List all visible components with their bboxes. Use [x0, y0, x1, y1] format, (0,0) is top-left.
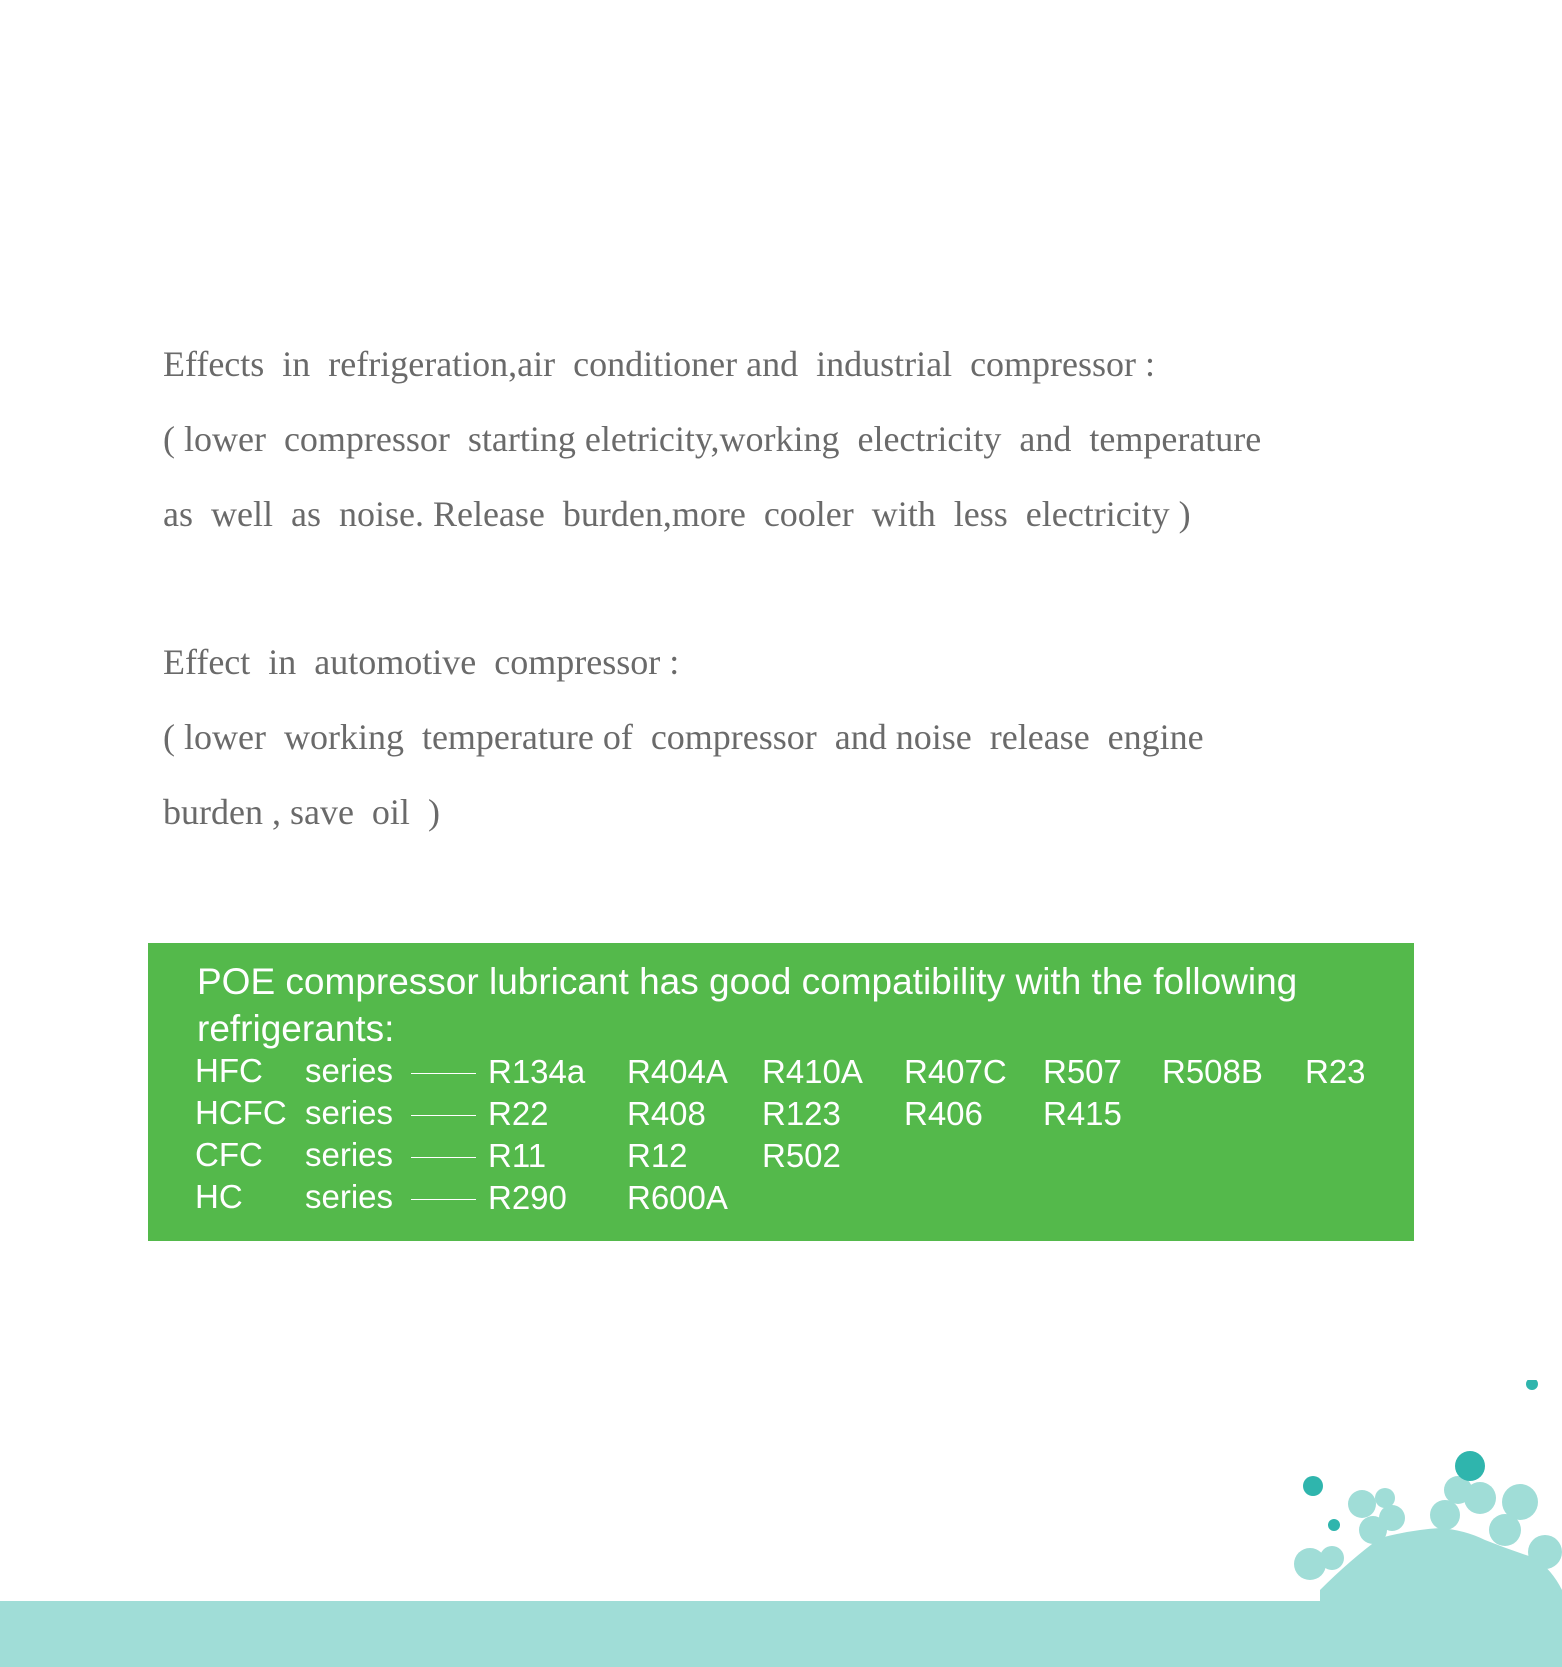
refrigerant-code: R11	[488, 1137, 547, 1174]
refrigerant-code: R290	[488, 1179, 567, 1216]
panel-title-line-2: refrigerants:	[197, 1008, 395, 1049]
refrigerant-code: R507	[1043, 1053, 1122, 1090]
bottom-teal-band	[0, 1601, 1562, 1667]
refrigerant-code: R134a	[488, 1053, 586, 1090]
series-type: CFC	[195, 1136, 263, 1173]
series-label: series	[305, 1052, 394, 1089]
series-label: series	[305, 1094, 394, 1131]
series-type: HC	[195, 1178, 243, 1215]
refrigerant-code: R22	[488, 1095, 549, 1132]
intro-text-line-1: ( lower compressor starting eletricity,working electricity and temperature	[163, 419, 1262, 459]
refrigerant-compatibility-panel	[148, 943, 1414, 1241]
refrigerant-code: R508B	[1162, 1053, 1263, 1090]
refrigerant-code: R406	[904, 1095, 983, 1132]
series-type: HCFC	[195, 1094, 287, 1131]
refrigerant-code: R410A	[762, 1053, 863, 1090]
automotive-text-line-2: burden , save oil )	[163, 792, 440, 832]
panel-title-line-1: POE compressor lubricant has good compatibility with the following	[197, 961, 1298, 1002]
connector-line	[411, 1073, 476, 1074]
refrigerant-code: R415	[1043, 1095, 1122, 1132]
refrigerant-code: R502	[762, 1137, 841, 1174]
refrigerant-code: R23	[1305, 1053, 1366, 1090]
refrigerant-code: R404A	[627, 1053, 728, 1090]
water-splash-decoration	[1290, 1380, 1562, 1605]
connector-line	[411, 1115, 476, 1116]
refrigerant-code: R407C	[904, 1053, 1007, 1090]
intro-text-line-2: as well as noise. Release burden,more cooler with less electricity )	[163, 494, 1191, 534]
series-type: HFC	[195, 1052, 263, 1089]
connector-line	[411, 1199, 476, 1200]
automotive-text-line-1: ( lower working temperature of compressor and noise release engine	[163, 717, 1204, 757]
refrigerant-code: R12	[627, 1137, 688, 1174]
connector-line	[411, 1157, 476, 1158]
refrigerant-code: R408	[627, 1095, 706, 1132]
refrigerant-code: R600A	[627, 1179, 728, 1216]
series-label: series	[305, 1136, 394, 1173]
refrigerant-code: R123	[762, 1095, 841, 1132]
intro-heading: Effects in refrigeration,air conditioner and industrial compressor :	[163, 344, 1156, 384]
series-label: series	[305, 1178, 394, 1215]
automotive-heading: Effect in automotive compressor :	[163, 642, 680, 682]
